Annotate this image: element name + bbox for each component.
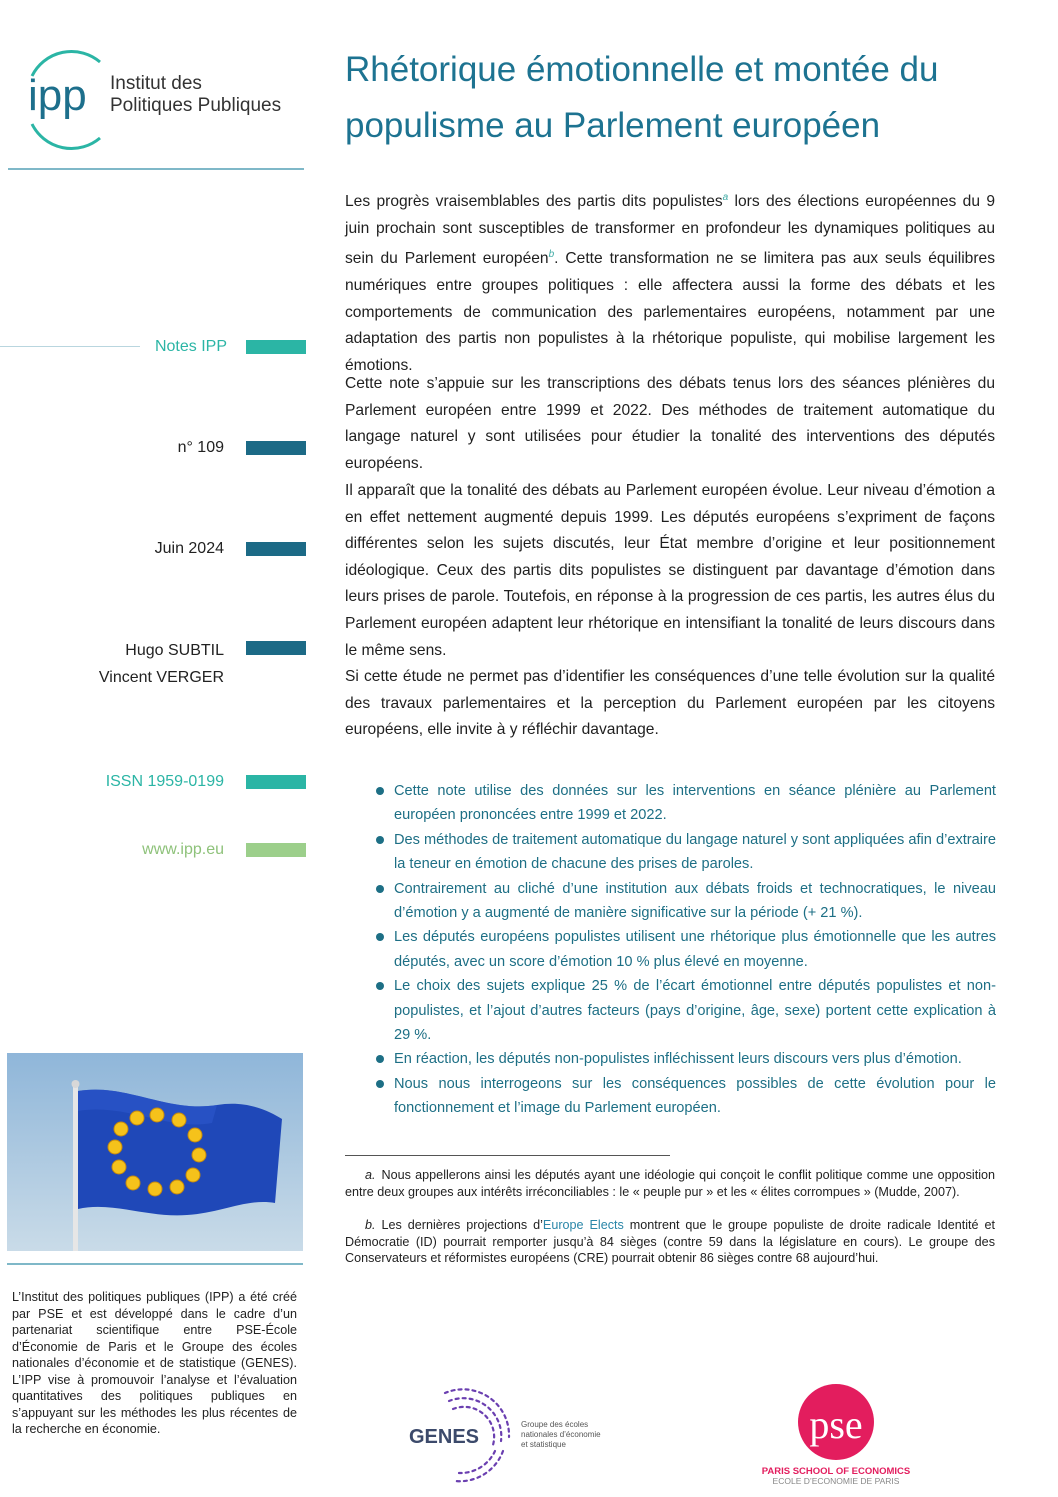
intro-paragraph-4: Si cette étude ne permet pas d’identifier les conséquences d’une telle évolution sur la qualité des travaux parlementaires et la perception du Parlement européen par les citoyens européens, elle invite à y réfléchir davantage.	[345, 668, 995, 739]
emoji-face-icon	[114, 1122, 128, 1136]
website-bar	[246, 843, 306, 857]
flag-pole-top	[72, 1080, 80, 1088]
logo-mark: ipp	[28, 71, 87, 120]
intro-paragraph-3: Il apparaît que la tonalité des débats au Parlement européen évolue. Leur niveau d’émotion a en effet nettement augmenté depuis 1999. Les députés européens s’expriment de façons différentes selon les sujets discutés, leur État membre d’origine et leur positionnement idéologique. Ceux des partis dits populistes se distinguent par davantage d’émotion dans leurs prises de parole. Toutefois, en réponse à la progression de ces partis, les autres élus du Parlement européen adaptent leur rhétorique en intensifiant la tonalité de leurs discours dans le même sens.	[345, 482, 995, 659]
series-line	[0, 346, 140, 347]
emoji-face-icon	[188, 1128, 202, 1142]
footnote-ref-b[interactable]: b	[548, 249, 555, 261]
key-point: Contrairement au cliché d’une institution aux débats froids et technocratiques, le niveau d’émotion y a augmenté de manière significative sur la période (+ 21 %).	[372, 877, 996, 926]
intro-p1-part-c: . Cette transformation ne se limitera pas aux seuls équilibres numériques entre groupes politiques : elle affectera aussi la forme des débats et les comportements de communication des parlementaires européens, notamment par une adaptation des partis non populistes à la rhétorique populiste, qui mobilise largement les émotions.	[345, 250, 995, 374]
intro-p1-part-a: Les progrès vraisemblables des partis dits populistes	[345, 193, 723, 211]
pse-logo	[760, 1378, 920, 1490]
key-point: En réaction, les députés non-populistes infléchissent leurs discours vers plus d’émotion.	[372, 1047, 996, 1071]
key-point: Des méthodes de traitement automatique du langage naturel y sont appliquées afin d’extraire la teneur en émotion de chacune des prises de paroles.	[372, 828, 996, 877]
about-ipp: L’Institut des politiques publiques (IPP) a été créé par PSE et est développé dans le cadre d’un partenariat scientifique entre PSE-École d’Économie de Paris et le Groupe des écoles nationales d’économie et de statistique (GENES). L’IPP vise à promouvoir l’analyse et l’évaluation quantitatives des politiques publiques en s’appuyant sur les méthodes les plus récentes de la recherche en économie.	[12, 1290, 297, 1436]
key-points-list	[372, 779, 996, 1121]
flag-divider	[7, 1263, 303, 1265]
genes-name: GENES	[409, 1426, 480, 1448]
footnote-a	[345, 1167, 995, 1200]
footnote-b-marker: b.	[365, 1218, 376, 1232]
author-1: Hugo SUBTIL	[125, 642, 224, 659]
date-row	[0, 538, 310, 560]
pse-name-fr: ECOLE D’ECONOMIE DE PARIS	[772, 1476, 900, 1486]
author-2: Vincent VERGER	[98, 669, 224, 686]
emoji-face-icon	[192, 1148, 206, 1162]
website-link[interactable]: www.ipp.eu	[142, 841, 224, 858]
genes-subtitle-1: Groupe des écoles	[521, 1420, 589, 1429]
number-row	[0, 437, 310, 459]
key-point: Le choix des sujets explique 25 % de l’écart émotionnel entre députés populistes et non-populistes, et l’ajout d’autres facteurs (pays d’origine, âge, sexe) portent cette explication à 29 %.	[372, 974, 996, 1047]
logo-arc-bottom	[32, 124, 100, 149]
genes-subtitle-3: et statistique	[521, 1440, 566, 1449]
footnote-a-marker: a.	[365, 1168, 376, 1182]
eu-flag-emoji-image	[7, 1053, 303, 1251]
genes-logo	[405, 1385, 620, 1485]
pse-mark: pse	[809, 1402, 863, 1447]
note-number: n° 109	[177, 439, 224, 456]
footnote-b-pre: Les dernières projections d’	[381, 1218, 543, 1232]
series-label: Notes IPP	[154, 338, 227, 355]
ipp-logo	[22, 42, 322, 152]
genes-subtitle-2: nationales d’économie	[521, 1430, 601, 1439]
emoji-face-icon	[108, 1140, 122, 1154]
footnote-b-post: montrent que le groupe populiste de droite radicale Identité et Démocratie (ID) pourrait remporter jusqu’à 84 sièges (contre 59 dans la législature en cours). Le groupe des Conservateurs et réformistes européens (CRE) pourrait obtenir 86 sièges contre 68 aujourd’hui.	[345, 1218, 995, 1265]
footnote-divider	[345, 1155, 670, 1156]
emoji-face-icon	[112, 1160, 126, 1174]
website-row	[0, 839, 310, 861]
flag-pole	[73, 1083, 78, 1251]
footnote-b	[345, 1217, 995, 1267]
issn: ISSN 1959-0199	[105, 773, 224, 790]
emoji-face-icon	[126, 1176, 140, 1190]
series-row	[0, 336, 310, 358]
intro-paragraph-1	[345, 185, 995, 380]
series-bar	[246, 340, 306, 354]
emoji-face-icon	[150, 1108, 164, 1122]
europe-elects-link[interactable]: Europe Elects	[542, 1218, 624, 1232]
authors-bar	[246, 641, 306, 655]
footnote-a-text: Nous appellerons ainsi les députés ayant une idéologie qui conçoit le conflit politique comme une opposition entre deux groupes aux intérêts irréconciliables : le « peuple pur » et les « élites corrompues » (Mudde, 2007).	[345, 1168, 995, 1199]
logo-line2: Politiques Publiques	[110, 95, 282, 116]
footnote-ref-a[interactable]: a	[722, 192, 729, 203]
key-point: Cette note utilise des données sur les interventions en séance plénière au Parlement européen prononcées entre 1999 et 2022.	[372, 779, 996, 828]
pse-name: PARIS SCHOOL OF ECONOMICS	[761, 1466, 911, 1477]
key-point: Nous nous interrogeons sur les conséquences possibles de cette évolution pour le fonctionnement et l’image du Parlement européen.	[372, 1072, 996, 1121]
emoji-face-icon	[148, 1182, 162, 1196]
intro-p1-part-b: lors des élections européennes du 9 juin prochain sont susceptibles de transformer en profondeur les dynamiques politiques au sein du Parlement européen	[345, 193, 995, 268]
issn-row	[0, 771, 310, 793]
key-point: Les députés européens populistes utilisent une rhétorique plus émotionnelle que les autres députés, avec un score d’émotion 10 % plus élevé en moyenne.	[372, 925, 996, 974]
intro-paragraph-2: Cette note s’appuie sur les transcriptions des débats tenus lors des séances plénières du Parlement européen entre 1999 et 2022. Des méthodes de traitement automatique du langage naturel y sont utilisées pour étudier la tonalité des interventions des députés européens.	[345, 375, 995, 472]
logo-line1: Institut des	[110, 73, 202, 94]
issn-bar	[246, 775, 306, 789]
emoji-face-icon	[186, 1168, 200, 1182]
authors	[24, 637, 224, 691]
note-date: Juin 2024	[154, 540, 224, 557]
number-bar	[246, 441, 306, 455]
logo-divider	[8, 168, 304, 170]
page-title: Rhétorique émotionnelle et montée du populisme au Parlement européen	[345, 50, 939, 145]
emoji-face-icon	[172, 1113, 186, 1127]
emoji-face-icon	[170, 1180, 184, 1194]
date-bar	[246, 542, 306, 556]
emoji-face-icon	[130, 1111, 144, 1125]
